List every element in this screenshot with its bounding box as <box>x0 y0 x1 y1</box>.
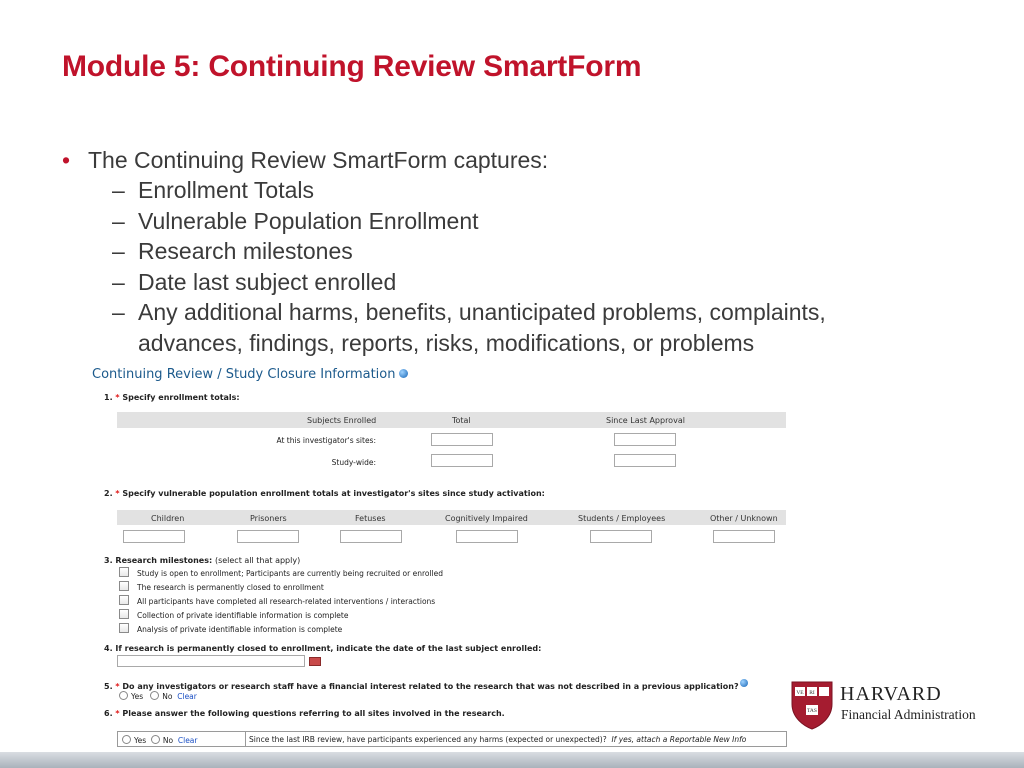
radio-yes[interactable] <box>119 691 128 700</box>
col-students-employees: Students / Employees <box>578 514 666 523</box>
question-6: 6. * Please answer the following questions referring to all sites involved in the research. <box>104 709 505 718</box>
question-5: 5. * Do any investigators or research staff have a financial interest related to the research that was not described in a previous application? <box>104 679 748 691</box>
sub-bullet: – Research milestones <box>112 238 353 264</box>
checkbox[interactable] <box>119 581 129 591</box>
sub-bullet: – Enrollment Totals <box>112 177 314 203</box>
col-other-unknown: Other / Unknown <box>710 514 778 523</box>
col-total: Total <box>452 416 471 425</box>
slide-title: Module 5: Continuing Review SmartForm <box>62 50 642 83</box>
harms-question-text: Since the last IRB review, have participants experienced any harms (expected or unexpected)? If yes, attach a Reportable New Info <box>249 735 747 744</box>
milestone-option[interactable]: All participants have completed all research-related interventions / interactions <box>119 595 435 606</box>
milestone-option[interactable]: Study is open to enrollment; Participants are currently being recruited or enrolled <box>119 567 443 578</box>
row-label-investigator-sites: At this investigator's sites: <box>276 436 376 445</box>
col-since-last-approval: Since Last Approval <box>606 416 685 425</box>
radio-no[interactable] <box>151 735 160 744</box>
col-fetuses: Fetuses <box>355 514 386 523</box>
checkbox[interactable] <box>119 609 129 619</box>
col-cognitively-impaired: Cognitively Impaired <box>445 514 528 523</box>
last-subject-date-input[interactable] <box>117 655 305 667</box>
students-employees-input[interactable] <box>590 530 652 543</box>
main-bullet-text: The Continuing Review SmartForm captures: <box>88 147 549 173</box>
other-unknown-input[interactable] <box>713 530 775 543</box>
since-approval-study-wide-input[interactable] <box>614 454 676 467</box>
since-approval-investigator-input[interactable] <box>614 433 676 446</box>
cognitively-impaired-input[interactable] <box>456 530 518 543</box>
shield-text: TAS <box>807 708 817 714</box>
fetuses-input[interactable] <box>340 530 402 543</box>
footer-bar <box>0 752 1024 768</box>
question-4: 4. If research is permanently closed to enrollment, indicate the date of the last subject enrolled: <box>104 644 542 653</box>
children-input[interactable] <box>123 530 185 543</box>
shield-text: RI <box>809 690 815 696</box>
checkbox[interactable] <box>119 595 129 605</box>
sub-bullet-list <box>62 175 962 358</box>
smartform-screenshot <box>90 366 790 750</box>
bullet-dot-icon: • <box>62 147 71 173</box>
total-study-wide-input[interactable] <box>431 454 493 467</box>
form-header: Continuing Review / Study Closure Information <box>92 367 408 382</box>
harvard-logo <box>790 680 1010 730</box>
col-subjects-enrolled: Subjects Enrolled <box>307 416 377 425</box>
harms-question-row <box>117 731 787 747</box>
help-icon[interactable] <box>399 369 408 378</box>
sub-bullet: – Vulnerable Population Enrollment <box>112 207 479 234</box>
logo-name: HARVARD <box>840 683 942 705</box>
total-investigator-input[interactable] <box>431 433 493 446</box>
question-2: 2. * Specify vulnerable population enrollment totals at investigator's sites since study activation: <box>104 489 545 498</box>
vulnerable-grid-header <box>117 510 786 525</box>
harvard-shield-icon <box>790 680 834 730</box>
help-icon[interactable] <box>740 679 748 687</box>
milestone-option[interactable]: The research is permanently closed to enrollment <box>119 581 324 592</box>
clear-link[interactable]: Clear <box>177 736 198 745</box>
clear-link[interactable]: Clear <box>177 692 197 701</box>
checkbox[interactable] <box>119 623 129 633</box>
col-children: Children <box>151 514 185 523</box>
question-1: 1. * Specify enrollment totals: <box>104 393 240 402</box>
prisoners-input[interactable] <box>237 530 299 543</box>
milestone-option[interactable]: Analysis of private identifiable information is complete <box>119 623 342 634</box>
radio-no[interactable] <box>150 691 159 700</box>
harms-radio-group: Yes No Clear <box>122 735 198 745</box>
enrollment-grid-header <box>117 412 786 428</box>
question-3: 3. Research milestones: (select all that apply) <box>104 556 301 565</box>
column-divider <box>245 732 246 746</box>
sub-bullet: – Date last subject enrolled <box>112 268 397 295</box>
radio-yes[interactable] <box>122 735 131 744</box>
sub-bullet-continued: advances, findings, reports, risks, modifications, or problems <box>138 329 755 356</box>
shield-text: VE <box>796 690 804 696</box>
milestone-option[interactable]: Collection of private identifiable information is complete <box>119 609 348 620</box>
bullet-list <box>62 145 962 358</box>
col-prisoners: Prisoners <box>250 514 287 523</box>
financial-interest-radio-group: Yes No Clear <box>119 691 197 701</box>
logo-subtitle: Financial Administration <box>841 707 976 722</box>
calendar-icon[interactable] <box>309 657 321 666</box>
main-bullet <box>62 145 962 175</box>
sub-bullet: – Any additional harms, benefits, unanticipated problems, complaints, <box>112 299 826 325</box>
row-label-study-wide: Study-wide: <box>331 458 376 467</box>
checkbox[interactable] <box>119 567 129 577</box>
